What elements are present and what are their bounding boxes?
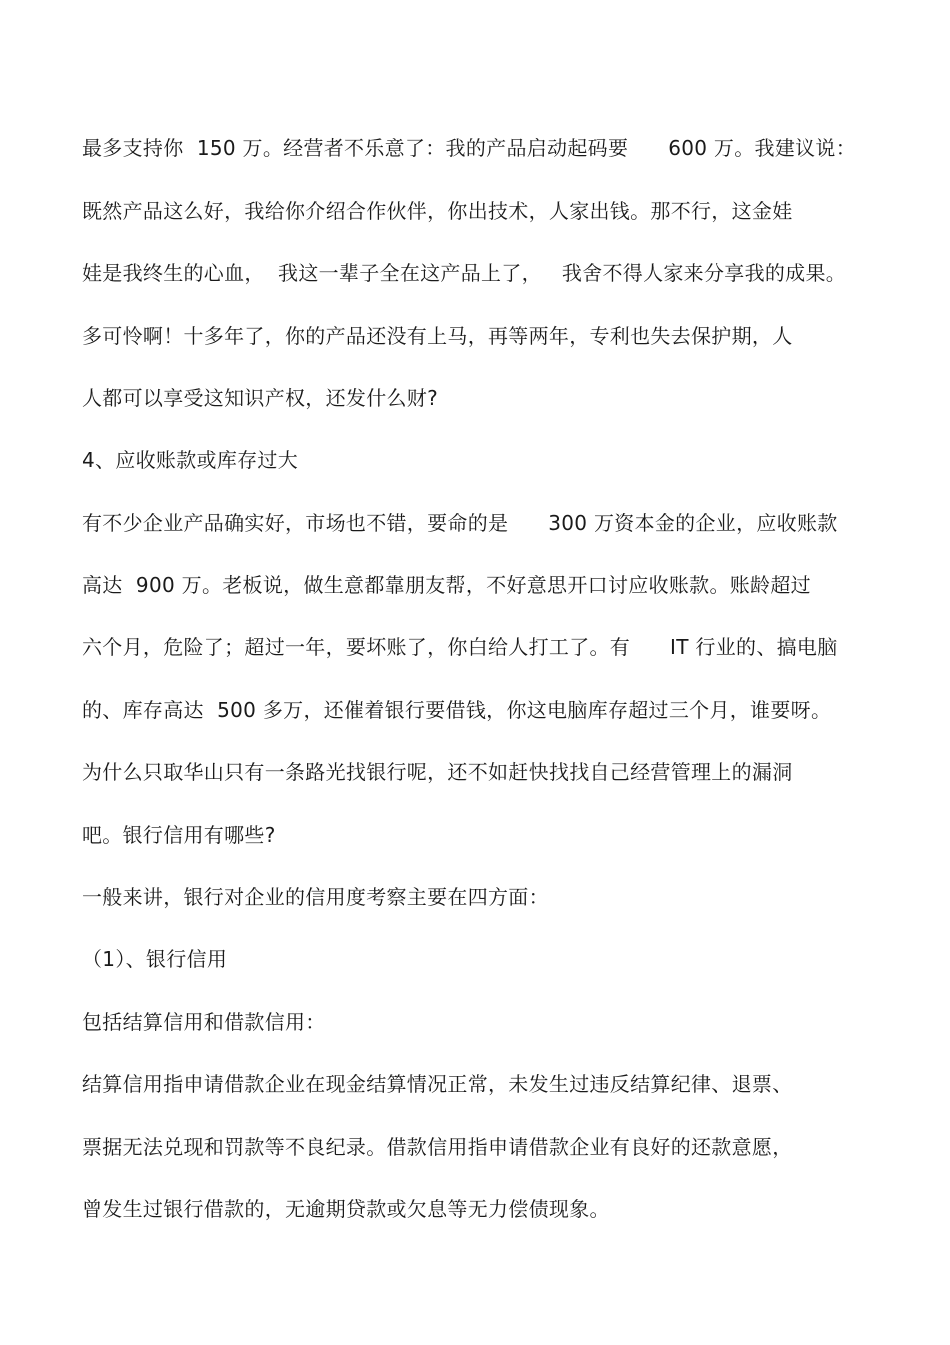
text-line: 既然产品这么好，我给你介绍合作伙伴，你出技术，人家出钱。那不行，这金娃 [82,199,793,223]
text-line: 一般来讲，银行对企业的信用度考察主要在四方面： [82,885,549,909]
text-line: 六个月，危险了；超过一年，要坏账了，你白给人打工了。有 IT 行业的、搞电脑 [82,635,838,659]
text-line: 的、库存高达 500 多万，还催着银行要借钱，你这电脑库存超过三个月，谁要呀。 [82,698,832,722]
text-line: 结算信用指申请借款企业在现金结算情况正常，未发生过违反结算纪律、退票、 [82,1072,793,1096]
text-line: 娃是我终生的心血， 我这一辈子全在这产品上了， 我舍不得人家来分享我的成果。 [82,261,847,285]
subsection-heading: （1）、银行信用 [82,947,228,971]
text-line: 曾发生过银行借款的，无逾期贷款或欠息等无力偿债现象。 [82,1197,610,1221]
text-line: 有不少企业产品确实好，市场也不错，要命的是 300 万资本金的企业，应收账款 [82,511,838,535]
text-line: 高达 900 万。老板说，做生意都靠朋友帮，不好意思开口讨应收账款。账龄超过 [82,573,811,597]
text-line: 包括结算信用和借款信用： [82,1010,326,1034]
text-line: 为什么只取华山只有一条路光找银行呢，还不如赶快找找自己经营管理上的漏洞 [82,760,793,784]
text-line: 最多支持你 150 万。经营者不乐意了：我的产品启动起码要 600 万。我建议说： [82,136,857,160]
text-line: 人都可以享受这知识产权，还发什么财? [82,386,439,410]
text-line: 多可怜啊！十多年了，你的产品还没有上马，再等两年，专利也失去保护期，人 [82,324,793,348]
section-heading: 4、应收账款或库存过大 [82,448,299,472]
text-line: 票据无法兑现和罚款等不良纪录。借款信用指申请借款企业有良好的还款意愿， [82,1135,793,1159]
text-line: 吧。银行信用有哪些? [82,823,276,847]
